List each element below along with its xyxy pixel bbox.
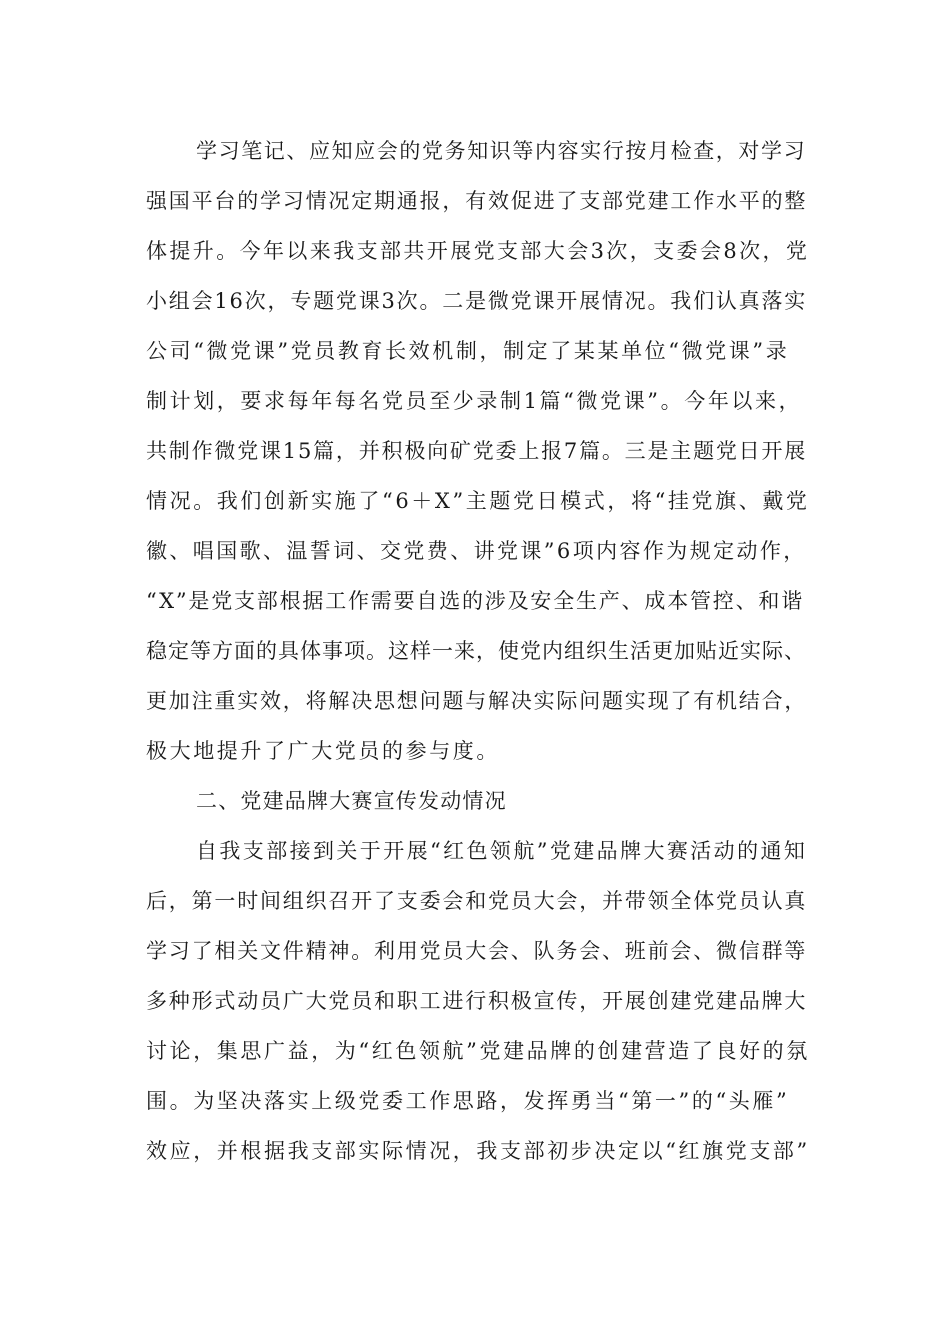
paragraph-line: 极大地提升了广大党员的参与度。 bbox=[146, 739, 500, 763]
paragraph-line: 学习了相关文件精神。利用党员大会、队务会、班前会、微信群等 bbox=[146, 939, 808, 963]
paragraph-line: 体提升。今年以来我支部共开展党支部大会3次，支委会8次，党 bbox=[146, 239, 810, 263]
paragraph-line: 讨论，集思广益，为“红色领航”党建品牌的创建营造了良好的氛 bbox=[146, 1039, 810, 1063]
paragraph-line: 围。为坚决落实上级党委工作思路，发挥勇当“第一”的“头雁” bbox=[146, 1089, 790, 1113]
paragraph-line: 稳定等方面的具体事项。这样一来，使党内组织生活更加贴近实际、 bbox=[146, 639, 806, 663]
paragraph-line: 共制作微党课15篇，并积极向矿党委上报7篇。三是主题党日开展 bbox=[146, 439, 808, 463]
paragraph-line: 强国平台的学习情况定期通报，有效促进了支部党建工作水平的整 bbox=[146, 189, 808, 213]
section-heading: 二、党建品牌大赛宣传发动情况 bbox=[196, 789, 507, 813]
paragraph-line: 公司“微党课”党员教育长效机制，制定了某某单位“微党课”录 bbox=[146, 339, 790, 363]
paragraph-line: 更加注重实效，将解决思想问题与解决实际问题实现了有机结合， bbox=[146, 689, 808, 713]
paragraph-line: 情况。我们创新实施了“6＋X”主题党日模式，将“挂党旗、戴党 bbox=[146, 489, 810, 513]
paragraph-line: 后，第一时间组织召开了支委会和党员大会，并带领全体党员认真 bbox=[146, 889, 808, 913]
paragraph-line: 自我支部接到关于开展“红色领航”党建品牌大赛活动的通知 bbox=[196, 839, 808, 863]
paragraph-line: 小组会16次，专题党课3次。二是微党课开展情况。我们认真落实 bbox=[146, 289, 808, 313]
paragraph-line: 制计划，要求每年每名党员至少录制1篇“微党课”。今年以来， bbox=[146, 389, 803, 413]
paragraph-line: “X”是党支部根据工作需要自选的涉及安全生产、成本管控、和谐 bbox=[146, 589, 805, 613]
paragraph-line: 徽、唱国歌、温誓词、交党费、讲党课”6项内容作为规定动作， bbox=[146, 539, 807, 563]
paragraph-line: 学习笔记、应知应会的党务知识等内容实行按月检查，对学习 bbox=[196, 139, 807, 163]
paragraph-line: 效应，并根据我支部实际情况，我支部初步决定以“红旗党支部” bbox=[146, 1139, 810, 1163]
paragraph-line: 多种形式动员广大党员和职工进行积极宣传，开展创建党建品牌大 bbox=[146, 989, 808, 1013]
